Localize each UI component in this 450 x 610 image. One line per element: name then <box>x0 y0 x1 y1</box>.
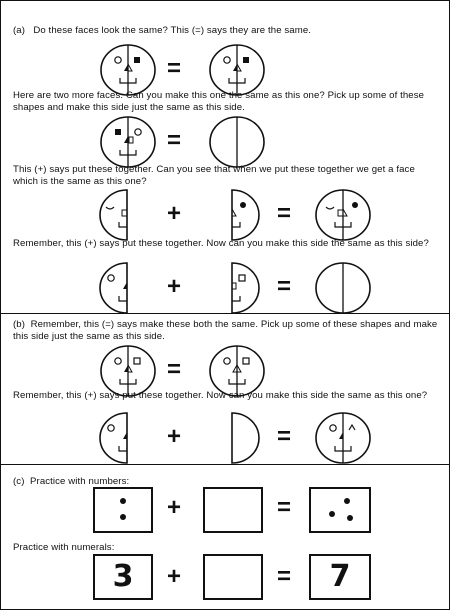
empty-answer-box[interactable] <box>203 554 263 600</box>
section-b-intro <box>13 319 438 343</box>
section-c-text-2: Practice with numerals: <box>13 542 115 553</box>
two-dots-box <box>93 487 153 533</box>
left-half-face-circle-eye <box>97 261 131 315</box>
full-face-square-eye <box>98 115 158 169</box>
section-c-label: (c) <box>13 476 25 487</box>
combined-face <box>313 188 373 242</box>
plus-sign: + <box>166 273 181 300</box>
right-half-blank <box>229 411 263 465</box>
plus-sign: + <box>166 200 181 227</box>
section-a-label: (a) <box>13 25 26 36</box>
equals-sign: = <box>276 494 291 521</box>
section-divider <box>1 313 449 314</box>
equals-sign: = <box>276 200 291 227</box>
plus-sign: + <box>166 494 181 521</box>
left-half-face <box>97 188 131 242</box>
right-half-face <box>229 188 263 242</box>
numeral-seven: 7 <box>329 559 351 594</box>
numeral-three-box <box>93 554 153 600</box>
section-b-label: (b) <box>13 319 26 330</box>
full-face-left <box>98 43 158 97</box>
numeral-seven-box <box>309 554 371 600</box>
full-face-right <box>207 43 267 97</box>
section-b-text-1: Remember, this (=) says make these both the same. Pick up some of these shapes and make this side just the same as this side. <box>13 319 438 342</box>
equals-sign: = <box>276 423 291 450</box>
numeral-three: 3 <box>112 559 134 594</box>
section-b-text-2: Remember, this (+) says put these together. Now can you make this side the same as this one? <box>13 390 428 401</box>
equals-sign: = <box>166 55 181 82</box>
left-half-face <box>97 411 131 465</box>
three-dots-box <box>309 487 371 533</box>
empty-answer-box[interactable] <box>203 487 263 533</box>
section-divider <box>1 464 449 465</box>
equals-sign: = <box>276 563 291 590</box>
empty-face <box>207 115 267 169</box>
section-a-text-4: Remember, this (+) says put these together. Now can you make this side the same as this side? <box>13 238 429 249</box>
equals-sign: = <box>166 127 181 154</box>
section-a-text-2: Here are two more faces. Can you make this one the same as this one? Pick up some of these shapes and make this side just the same as this side. <box>13 90 425 113</box>
combined-face <box>313 411 373 465</box>
plus-sign: + <box>166 423 181 450</box>
right-half-face-square-eye <box>229 261 263 315</box>
plus-sign: + <box>166 563 181 590</box>
section-a-intro <box>13 25 438 37</box>
section-c-text-1: Practice with numbers: <box>30 476 130 487</box>
equals-sign: = <box>276 273 291 300</box>
empty-face <box>313 261 373 315</box>
equals-sign: = <box>166 356 181 383</box>
section-a-text-3: This (+) says put these together. Can you see that when we put these together we get a face which is the same as this one? <box>13 164 415 187</box>
section-a-text-1: Do these faces look the same? This (=) says they are the same. <box>33 25 312 36</box>
